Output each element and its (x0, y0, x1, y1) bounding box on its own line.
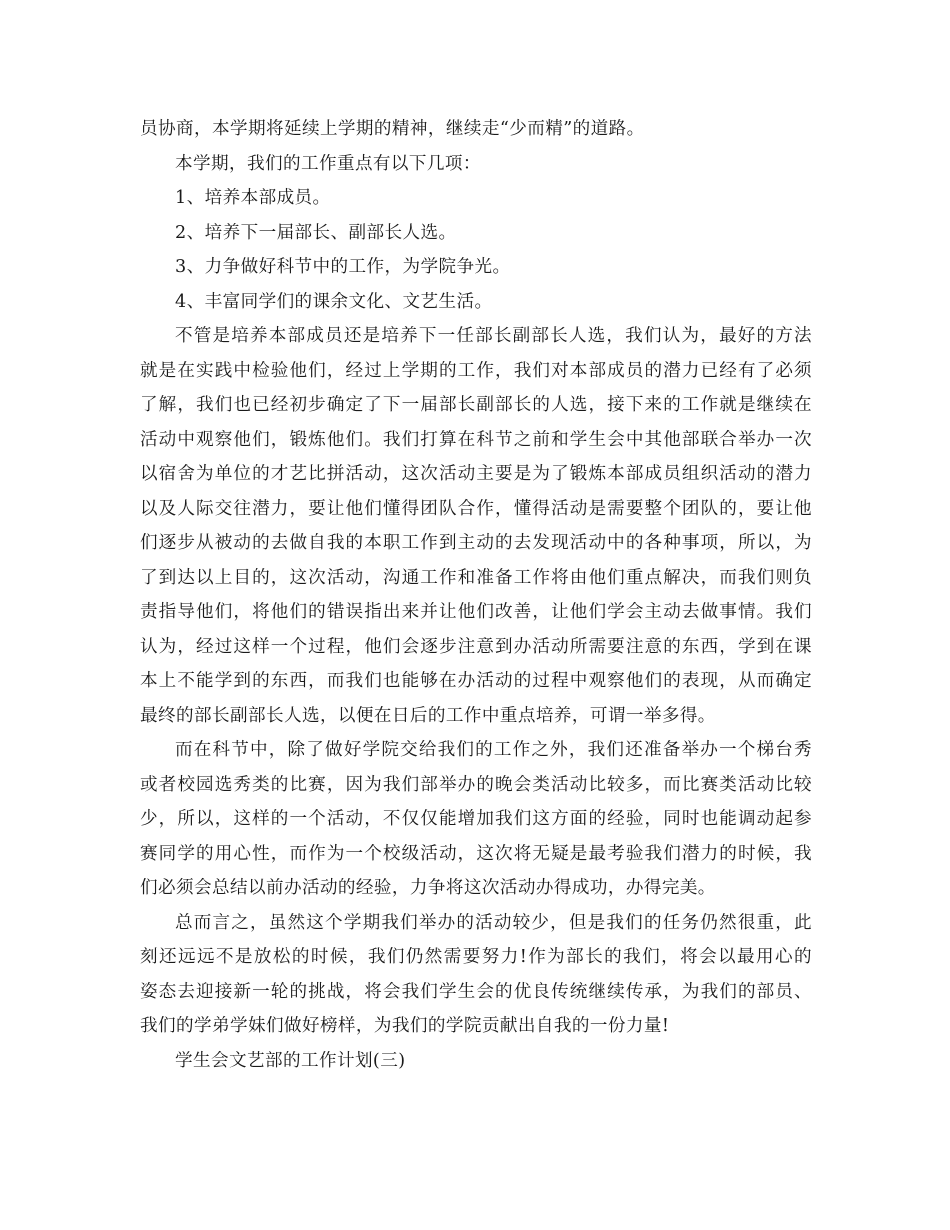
text-line: 责指导他们，将他们的错误指出来并让他们改善，让他们学会主动去做事情。我们 (140, 602, 812, 622)
text-line: 员协商，本学期将延续上学期的精神，继续走“少而精”的道路。 (140, 119, 645, 139)
text-line: 们逐步从被动的去做自我的本职工作到主动的去发现活动中的各种事项，所以，为 (140, 533, 812, 553)
text-line: 刻还远远不是放松的时候，我们仍然需要努力!作为部长的我们，将会以最用心的 (140, 947, 812, 967)
text-line: 1、培养本部成员。 (175, 188, 331, 208)
text-line: 认为，经过这样一个过程，他们会逐步注意到办活动所需要注意的东西，学到在课 (140, 636, 812, 657)
text-line: 们必须会总结以前办活动的经验，力争将这次活动办得成功，办得完美。 (140, 878, 716, 898)
document-body (140, 112, 812, 1078)
text-line: 而在科节中，除了做好学院交给我们的工作之外，我们还准备举办一个梯台秀 (175, 740, 812, 760)
text-line: 就是在实践中检验他们，经过上学期的工作，我们对本部成员的潜力已经有了必须 (140, 360, 812, 381)
text-line: 不管是培养本部成员还是培养下一任部长副部长人选，我们认为，最好的方法 (175, 326, 812, 346)
text-line: 2、培养下一届部长、副部长人选。 (175, 222, 457, 243)
text-line: 学生会文艺部的工作计划(三) (175, 1050, 406, 1071)
text-line: 总而言之，虽然这个学期我们举办的活动较少，但是我们的任务仍然很重，此 (175, 912, 812, 933)
text-line: 本上不能学到的东西，而我们也能够在办活动的过程中观察他们的表现，从而确定 (140, 671, 812, 691)
text-line: 或者校园选秀类的比赛，因为我们部举办的晚会类活动比较多，而比赛类活动比较 (140, 774, 812, 795)
text-line: 最终的部长副部长人选，以便在日后的工作中重点培养，可谓一举多得。 (140, 705, 716, 726)
text-line: 活动中观察他们，锻炼他们。我们打算在科节之前和学生会中其他部联合举办一次 (140, 429, 812, 450)
text-line: 3、力争做好科节中的工作，为学院争光。 (175, 257, 511, 277)
text-line: 少，所以，这样的一个活动，不仅仅能增加我们这方面的经验，同时也能调动起参 (140, 809, 812, 829)
text-line: 以及人际交往潜力，要让他们懂得团队合作，懂得活动是需要整个团队的，要让他 (140, 498, 812, 519)
text-line: 我们的学弟学妹们做好榜样，为我们的学院贡献出自我的一份力量! (140, 1016, 670, 1036)
text-line: 赛同学的用心性，而作为一个校级活动，这次将无疑是最考验我们潜力的时候，我 (140, 843, 812, 864)
text-line: 本学期，我们的工作重点有以下几项： (175, 153, 481, 174)
text-line: 4、丰富同学们的课余文化、文艺生活。 (175, 291, 493, 312)
text-line: 姿态去迎接新一轮的挑战，将会我们学生会的优良传统继续传承，为我们的部员、 (140, 981, 812, 1002)
text-line: 了到达以上目的，这次活动，沟通工作和准备工作将由他们重点解决，而我们则负 (140, 567, 812, 588)
text-line: 了解，我们也已经初步确定了下一届部长副部长的人选，接下来的工作就是继续在 (140, 395, 812, 415)
text-line: 以宿舍为单位的才艺比拼活动，这次活动主要是为了锻炼本部成员组织活动的潜力 (140, 464, 812, 484)
